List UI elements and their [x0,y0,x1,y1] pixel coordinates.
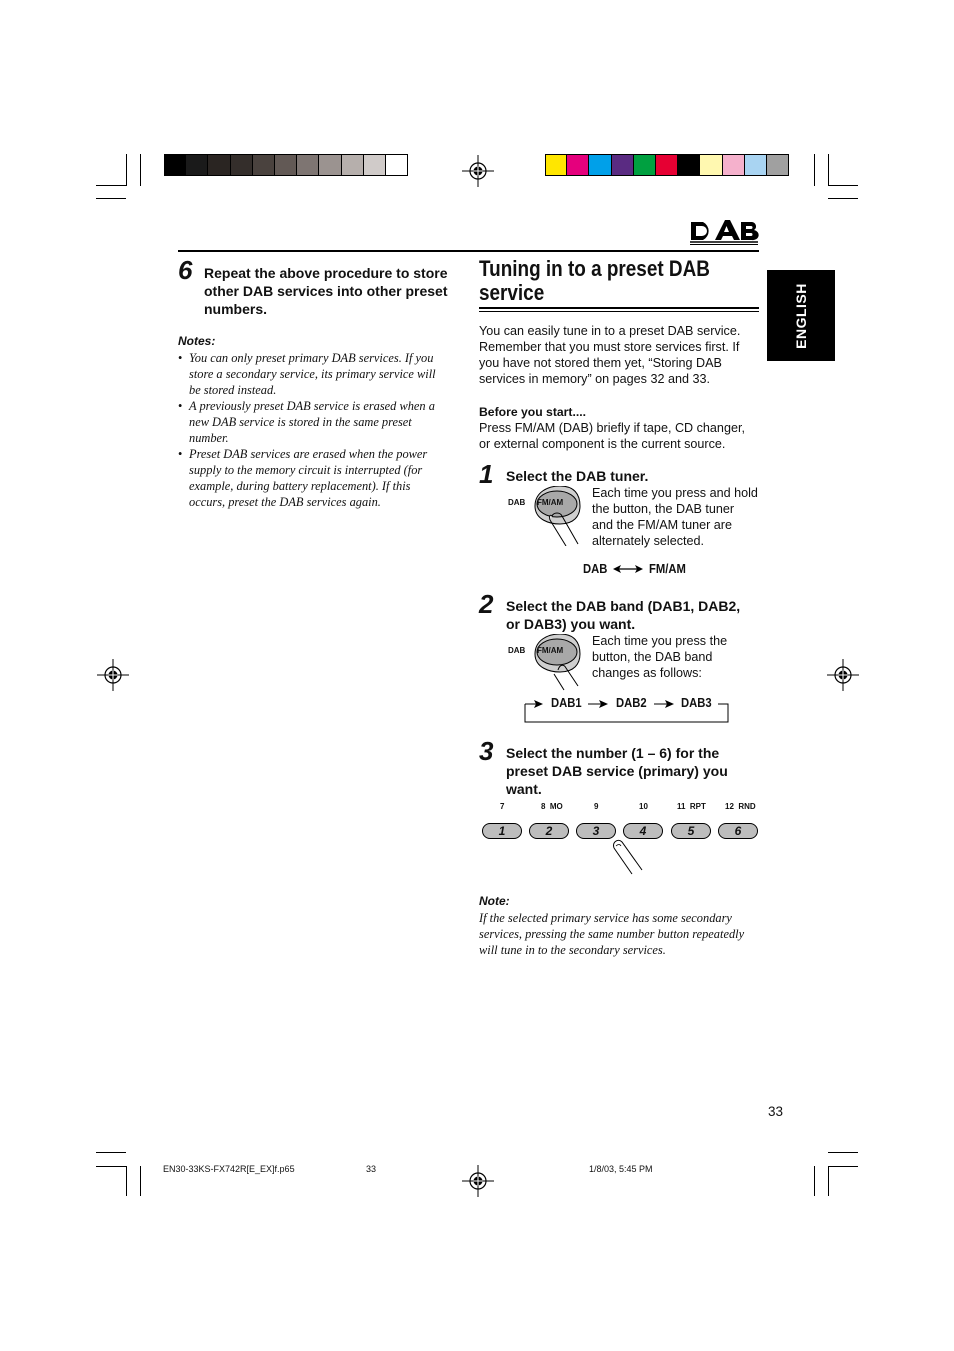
step-1-number: 1 [479,459,494,489]
dab-logo-icon [689,216,759,246]
crop-mark [828,185,858,186]
bidirectional-arrow-icon [613,564,643,574]
crop-mark [828,154,829,186]
note-heading: Note: [479,894,510,908]
calibration-swatch [767,154,789,176]
calibration-swatch [319,154,341,176]
crop-mark [828,1152,858,1153]
fm-am-button-label: FM/AM [537,498,564,507]
fm-am-button [530,634,584,694]
step-1-heading: Select the DAB tuner. [506,468,649,484]
calibration-swatch [186,154,208,176]
preset-key-3: 3 [576,823,616,839]
header-rule [178,250,759,252]
intro-paragraph: You can easily tune in to a preset DAB service. Remember that you must store services first. If you have not stored them yet, “Storing DAB services in memory” on pages 32 and 33. [479,324,741,386]
crop-mark [126,154,127,186]
calibration-swatch [700,154,722,176]
calibration-swatch [386,154,408,176]
cycle-dab-label: DAB [583,562,608,576]
footer-file-page: 33 [366,1164,377,1174]
calibration-swatch [723,154,745,176]
fm-am-button [530,486,584,546]
language-tab [767,270,835,361]
before-heading: Before you start.... [479,405,587,419]
title-rule [479,307,759,309]
step-2-description: Each time you press the button, the DAB band changes as follows: [592,634,728,680]
fm-am-button-icon [530,486,584,546]
crop-mark [140,1166,141,1196]
note-item: • A previously preset DAB service is erased when a new DAB service is stored in the same preset number. [178,398,448,446]
notes-heading: Notes: [178,334,216,348]
step-6-text: Repeat the above procedure to store other DAB services into other preset numbers. [204,265,448,317]
crop-mark [126,1166,127,1196]
calibration-swatch [656,154,678,176]
crop-mark [96,198,126,199]
note-item: • You can only preset primary DAB services. If you store a secondary service, its primary service will be stored instead. [178,350,448,398]
crop-mark [814,1166,815,1196]
crop-mark [828,198,858,199]
calibration-swatch [342,154,364,176]
fm-am-button-icon [530,634,584,694]
calibration-swatch [745,154,767,176]
section-title-line2: service [479,280,545,305]
registration-mark-icon [462,155,494,187]
section-title-line1: Tuning in to a preset DAB [479,256,710,281]
registration-mark-icon [97,659,129,691]
registration-mark-icon [827,659,859,691]
footer-timestamp: 1/8/03, 5:45 PM [589,1164,653,1174]
step-6-number: 6 [178,255,193,285]
calibration-swatch [297,154,319,176]
band-dab1: DAB1 [551,696,582,710]
step-1-description: Each time you press and hold the button, the DAB tuner and the FM/AM tuner are alternately selected. [592,486,758,548]
crop-mark [96,1166,126,1167]
fm-am-button-label: FM/AM [537,646,564,655]
registration-mark-icon [462,1165,494,1197]
calibration-swatch [231,154,253,176]
preset-key-2: 2 [529,823,569,839]
crop-mark [140,154,141,186]
step-2-number: 2 [479,589,494,619]
title-rule [479,311,759,312]
calibration-swatch [364,154,386,176]
color-calibration-bar [545,154,789,176]
dab-logo [689,216,759,246]
calibration-swatch [678,154,700,176]
language-tab-label: ENGLISH [793,282,809,349]
before-text: Press FM/AM (DAB) briefly if tape, CD changer, or external component is the current source. [479,421,745,451]
page-number: 33 [768,1104,784,1119]
preset-top-label: 11 RPT [677,802,706,811]
note-item: • Preset DAB services are erased when the power supply to the memory circuit is interrupted (for example, during battery replacement). If this occurs, preset the DAB services again. [178,446,448,510]
dab-side-label: DAB [508,498,526,507]
preset-top-label: 12 RND [725,802,756,811]
dab-fmam-cycle [583,560,690,576]
calibration-swatch [634,154,656,176]
step-3-number: 3 [479,736,494,766]
crop-mark [96,185,126,186]
preset-top-label: 10 [639,802,648,811]
preset-key-4: 4 [623,823,663,839]
preset-top-label: 8 MO [541,802,563,811]
calibration-swatch [164,154,186,176]
calibration-swatch [567,154,589,176]
pressing-finger-icon [608,836,654,876]
notes-list [178,350,448,510]
preset-top-label: 7 [500,802,505,811]
dab-side-label: DAB [508,646,526,655]
cycle-fmam-label: FM/AM [649,562,686,576]
step-2-heading: Select the DAB band (DAB1, DAB2, or DAB3) you want. [506,598,741,632]
step-3-heading: Select the number (1 – 6) for the preset DAB service (primary) you want. [506,745,728,797]
calibration-swatch [545,154,567,176]
calibration-swatch [253,154,275,176]
section-title [479,257,769,305]
calibration-swatch [275,154,297,176]
preset-top-label: 9 [594,802,599,811]
band-dab2: DAB2 [616,696,647,710]
preset-key-6: 6 [718,823,758,839]
gray-calibration-bar [164,154,408,176]
footer-file-name: EN30-33KS-FX742R[E_EX]f.p65 [163,1164,295,1174]
preset-key-1: 1 [482,823,522,839]
calibration-swatch [589,154,611,176]
crop-mark [828,1166,829,1196]
calibration-swatch [612,154,634,176]
calibration-swatch [208,154,230,176]
dab-band-cycle [524,696,729,723]
crop-mark [96,1152,126,1153]
band-dab3: DAB3 [681,696,712,710]
note-text: If the selected primary service has some secondary services, pressing the same number button repeatedly will tune in to the secondary services. [479,911,745,957]
preset-key-5: 5 [671,823,711,839]
crop-mark [814,154,815,186]
crop-mark [828,1166,858,1167]
